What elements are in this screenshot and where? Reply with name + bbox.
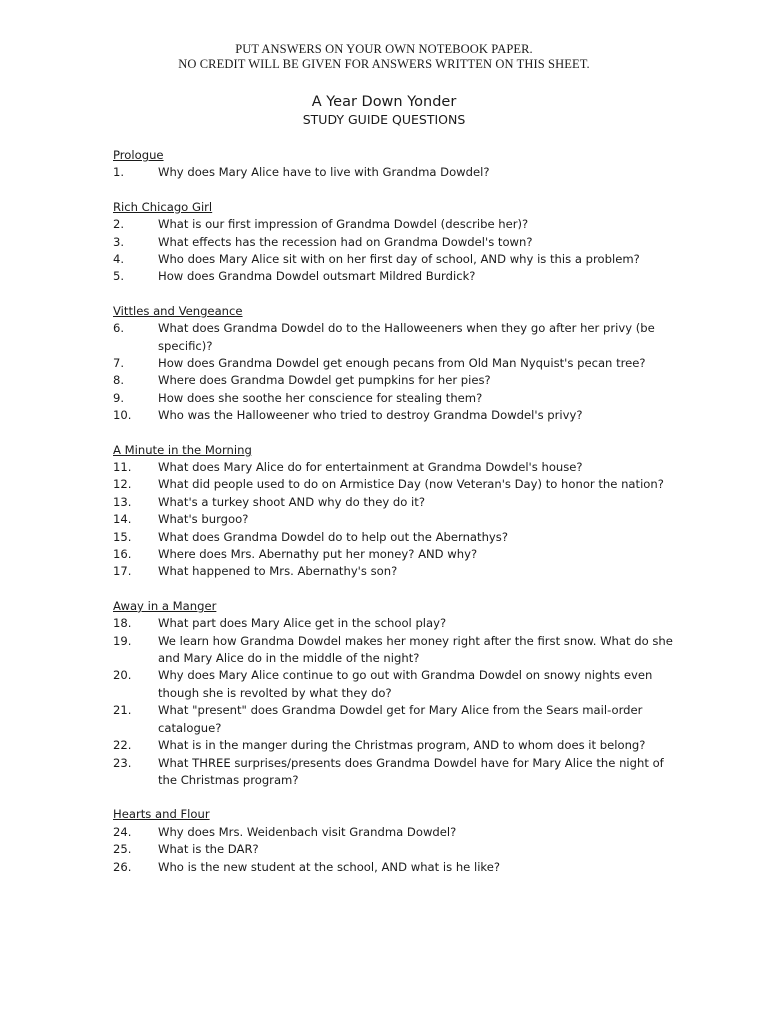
question-number: 2. (113, 217, 125, 232)
question-item (113, 859, 673, 876)
question-number: 20. (113, 668, 132, 683)
question-item (113, 702, 673, 737)
question-number: 9. (113, 390, 125, 405)
question-item (113, 737, 673, 754)
question-text: What "present" does Grandma Dowdel get for Mary Alice from the Sears mail-order catalogue? (158, 703, 643, 735)
question-number: 8. (113, 373, 125, 388)
question-number: 19. (113, 633, 132, 648)
question-text: What does Grandma Dowdel do to the Halloweeners when they go after her privy (be specific)? (158, 321, 655, 353)
page-title: A Year Down Yonder (311, 94, 457, 110)
question-item (113, 390, 673, 407)
section-title: Vittles and Vengeance (113, 303, 243, 318)
question-item (113, 494, 673, 511)
question-text: Who was the Halloweener who tried to destroy Grandma Dowdel's privy? (158, 408, 583, 423)
question-number: 15. (113, 529, 132, 544)
section-title: Rich Chicago Girl (113, 199, 213, 214)
notice-line-1: PUT ANSWERS ON YOUR OWN NOTEBOOK PAPER. (235, 42, 533, 56)
section (113, 442, 673, 581)
question-item (113, 511, 673, 528)
question-number: 26. (113, 859, 132, 874)
question-number: 6. (113, 321, 125, 336)
section (113, 598, 673, 789)
question-item (113, 476, 673, 493)
question-text: What is our first impression of Grandma Dowdel (describe her)? (158, 217, 529, 232)
question-number: 1. (113, 165, 125, 180)
question-number: 3. (113, 234, 125, 249)
section (113, 199, 673, 286)
question-number: 23. (113, 755, 132, 770)
question-item (113, 407, 673, 424)
question-text: What happened to Mrs. Abernathy's son? (158, 564, 398, 579)
question-text: What is the DAR? (158, 842, 259, 857)
page-subtitle: STUDY GUIDE QUESTIONS (302, 112, 466, 127)
question-item (113, 251, 673, 268)
question-number: 25. (113, 842, 132, 857)
question-number: 14. (113, 512, 132, 527)
section-title: Prologue (113, 148, 164, 162)
section (113, 147, 673, 182)
question-text: What did people used to do on Armistice Day (now Veteran's Day) to honor the nation? (158, 477, 664, 492)
question-item (113, 633, 673, 668)
question-number: 13. (113, 494, 132, 509)
question-text: Why does Mrs. Weidenbach visit Grandma Dowdel? (158, 824, 457, 839)
question-item (113, 824, 673, 841)
instructions-notice (0, 42, 768, 72)
question-item (113, 667, 673, 702)
question-number: 18. (113, 616, 132, 631)
question-text: What does Grandma Dowdel do to help out the Abernathys? (158, 529, 508, 544)
question-text: What is in the manger during the Christmas program, AND to whom does it belong? (158, 738, 646, 753)
question-item (113, 372, 673, 389)
question-text: How does she soothe her conscience for stealing them? (158, 390, 483, 405)
question-number: 4. (113, 252, 125, 266)
question-text: Who is the new student at the school, AND what is he like? (158, 859, 501, 874)
question-number: 21. (113, 703, 132, 718)
question-text: What does Mary Alice do for entertainment at Grandma Dowdel's house? (158, 460, 583, 475)
question-number: 10. (113, 408, 132, 423)
question-item (113, 355, 673, 372)
question-item (113, 529, 673, 546)
question-text: What effects has the recession had on Grandma Dowdel's town? (158, 234, 533, 249)
question-number: 5. (113, 269, 125, 284)
question-text: We learn how Grandma Dowdel makes her money right after the first snow. What do she and Mary Alice do in the middle of the night? (158, 633, 673, 666)
question-text: What part does Mary Alice get in the school play? (158, 616, 447, 631)
question-item (113, 459, 673, 476)
question-text: Who does Mary Alice sit with on her first day of school, AND why is this a problem? (158, 252, 640, 266)
questions-list (113, 147, 673, 893)
section (113, 303, 673, 425)
question-number: 11. (113, 460, 132, 475)
section (113, 806, 673, 876)
question-item (113, 755, 673, 790)
question-item (113, 546, 673, 563)
question-number: 7. (113, 356, 125, 371)
question-item (113, 320, 673, 355)
question-item (113, 615, 673, 632)
question-item (113, 164, 673, 181)
question-number: 22. (113, 738, 132, 753)
question-text: Where does Grandma Dowdel get pumpkins for her pies? (158, 373, 491, 388)
section-title: Away in a Manger (113, 598, 217, 613)
question-number: 12. (113, 477, 132, 492)
question-item (113, 268, 673, 285)
question-number: 17. (113, 564, 132, 579)
question-item (113, 216, 673, 233)
question-number: 24. (113, 824, 132, 839)
question-number: 16. (113, 547, 132, 562)
question-text: Why does Mary Alice have to live with Grandma Dowdel? (158, 165, 490, 180)
question-text: Why does Mary Alice continue to go out with Grandma Dowdel on snowy nights even though she is revolted by what they do? (158, 668, 653, 700)
question-text: How does Grandma Dowdel get enough pecans from Old Man Nyquist's pecan tree? (158, 356, 646, 371)
question-text: Where does Mrs. Abernathy put her money? AND why? (158, 547, 478, 562)
question-item (113, 234, 673, 251)
question-text: What's a turkey shoot AND why do they do it? (158, 494, 425, 509)
section-title: Hearts and Flour (113, 807, 210, 822)
question-text: What's burgoo? (158, 512, 249, 527)
question-text: What THREE surprises/presents does Grandma Dowdel have for Mary Alice the night of the Christmas program? (158, 755, 664, 787)
notice-line-2: NO CREDIT WILL BE GIVEN FOR ANSWERS WRITTEN ON THIS SHEET. (178, 57, 590, 71)
question-item (113, 841, 673, 858)
section-title: A Minute in the Morning (113, 442, 252, 457)
question-text: How does Grandma Dowdel outsmart Mildred Burdick? (158, 269, 476, 284)
question-item (113, 563, 673, 580)
